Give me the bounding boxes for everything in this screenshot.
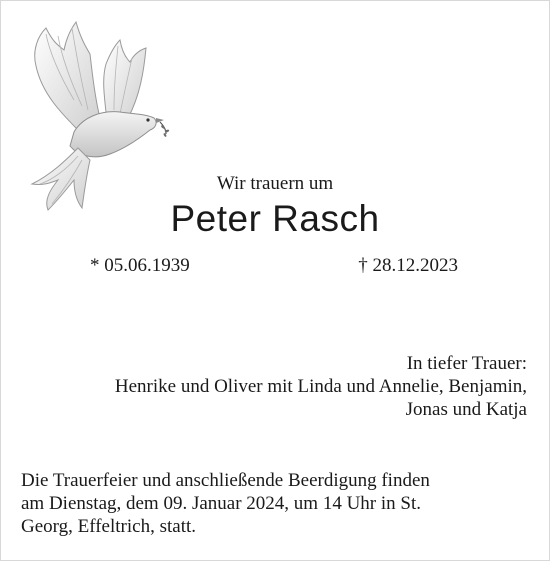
intro-text: Wir trauern um: [216, 173, 334, 194]
funeral-info-line: am Dienstag, dem 09. Januar 2024, um 14 Uhr in St.: [21, 493, 422, 514]
death-date: † 28.12.2023: [358, 255, 458, 276]
birth-date: * 05.06.1939: [90, 255, 190, 276]
mourners-names-line: Jonas und Katja: [405, 399, 527, 420]
mourners-heading: In tiefer Trauer:: [406, 353, 527, 374]
mourners-names-line: Henrike und Oliver mit Linda und Annelie, Benjamin,: [114, 376, 527, 397]
funeral-info: [21, 469, 531, 538]
funeral-info-line: Die Trauerfeier und anschließende Beerdigung finden: [21, 470, 430, 491]
funeral-info-line: Georg, Effeltrich, statt.: [21, 516, 196, 537]
deceased-name: Peter Rasch: [170, 198, 380, 239]
mourners-block: [115, 352, 527, 421]
